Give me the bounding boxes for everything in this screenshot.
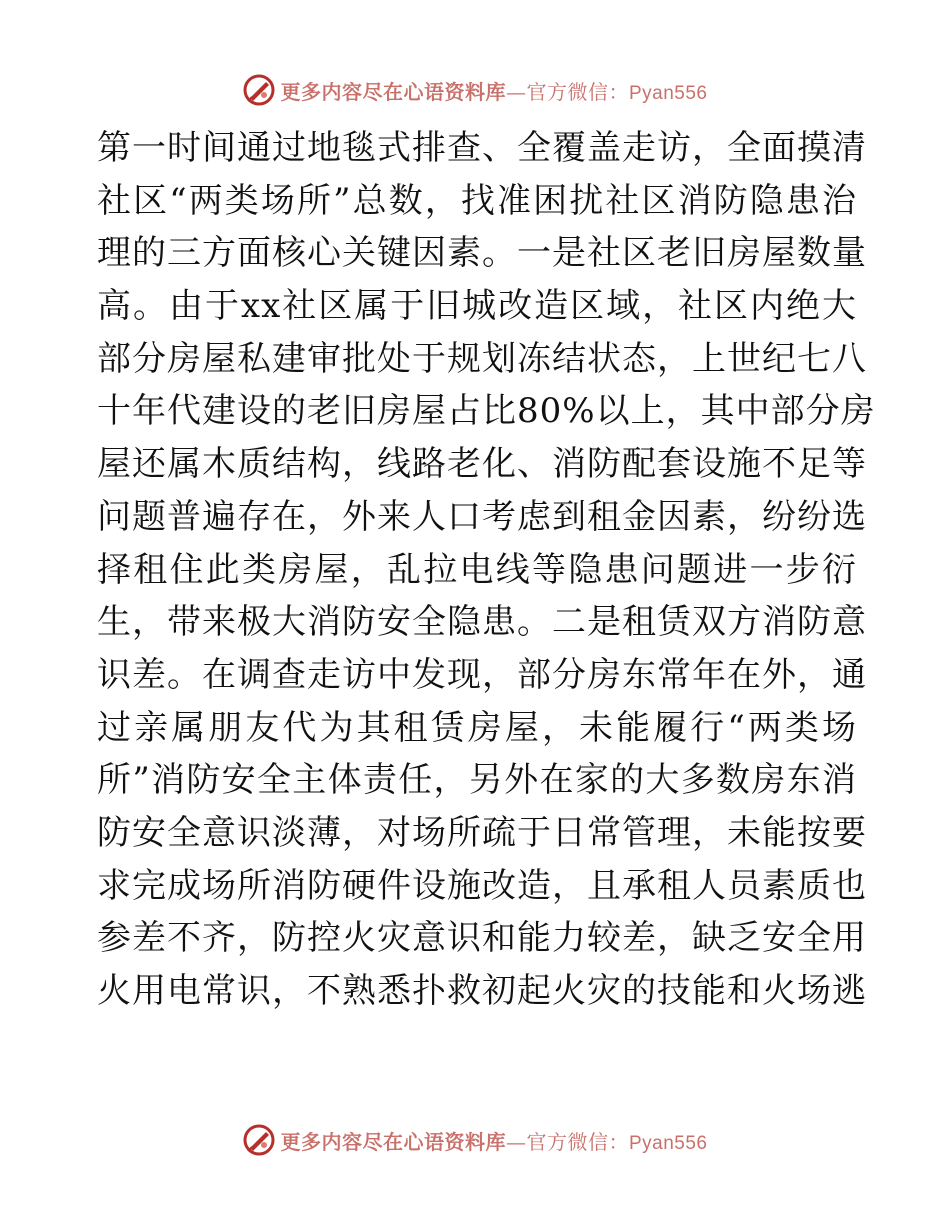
footer-watermark xyxy=(0,1120,950,1160)
quill-logo-icon xyxy=(242,1123,276,1157)
text-line: 部分房屋私建审批处于规划冻结状态，上世纪七八 xyxy=(97,338,867,379)
watermark-wechat-label: 官方微信： xyxy=(526,79,629,104)
text-line: 生，带来极大消防安全隐患。二是租赁双方消防意 xyxy=(97,602,867,643)
watermark-cn-text: 更多内容尽在心语资料库 xyxy=(280,1129,506,1154)
text-line: 识差。在调查走访中发现，部分房东常年在外，通 xyxy=(97,654,867,695)
text-line: 问题普遍存在，外来人口考虑到租金因素，纷纷选 xyxy=(97,496,867,537)
text-line: 社区“两类场所”总数，找准困扰社区消防隐患治 xyxy=(97,180,857,221)
text-line: 所”消防安全主体责任，另外在家的大多数房东消 xyxy=(97,760,857,801)
text-line: 第一时间通过地毯式排查、全覆盖走访，全面摸清 xyxy=(97,128,867,168)
text-line: 高。由于xx社区属于旧城改造区域，社区内绝大 xyxy=(97,286,857,327)
text-line: 理的三方面核心关键因素。一是社区老旧房屋数量 xyxy=(97,233,867,274)
header-watermark xyxy=(0,70,950,110)
text-line: 火用电常识，不熟悉扑救初起火灾的技能和火场逃 xyxy=(97,971,867,1011)
text-line: 参差不齐，防控火灾意识和能力较差，缺乏安全用 xyxy=(97,918,867,959)
watermark-wechat-label: 官方微信： xyxy=(526,1129,629,1154)
watermark-separator: — xyxy=(505,79,527,104)
text-line: 择租住此类房屋，乱拉电线等隐患问题进一步衍 xyxy=(97,549,857,590)
text-line: 求完成场所消防硬件设施改造，且承租人员素质也 xyxy=(97,865,867,906)
watermark-text xyxy=(280,1126,707,1155)
watermark-wechat-id: Pyan556 xyxy=(628,1132,708,1154)
document-body xyxy=(97,122,876,1018)
quill-logo-icon xyxy=(242,73,276,107)
text-line: 屋还属木质结构，线路老化、消防配套设施不足等 xyxy=(97,444,867,485)
text-line: 过亲属朋友代为其租赁房屋，未能履行“两类场 xyxy=(97,707,857,748)
text-line: 十年代建设的老旧房屋占比80%以上，其中部分房 xyxy=(97,391,876,432)
text-line: 防安全意识淡薄，对场所疏于日常管理，未能按要 xyxy=(97,812,867,853)
watermark-separator: — xyxy=(505,1129,527,1154)
watermark-wechat-id: Pyan556 xyxy=(628,82,708,104)
watermark-text xyxy=(280,76,707,105)
watermark-cn-text: 更多内容尽在心语资料库 xyxy=(280,79,506,104)
